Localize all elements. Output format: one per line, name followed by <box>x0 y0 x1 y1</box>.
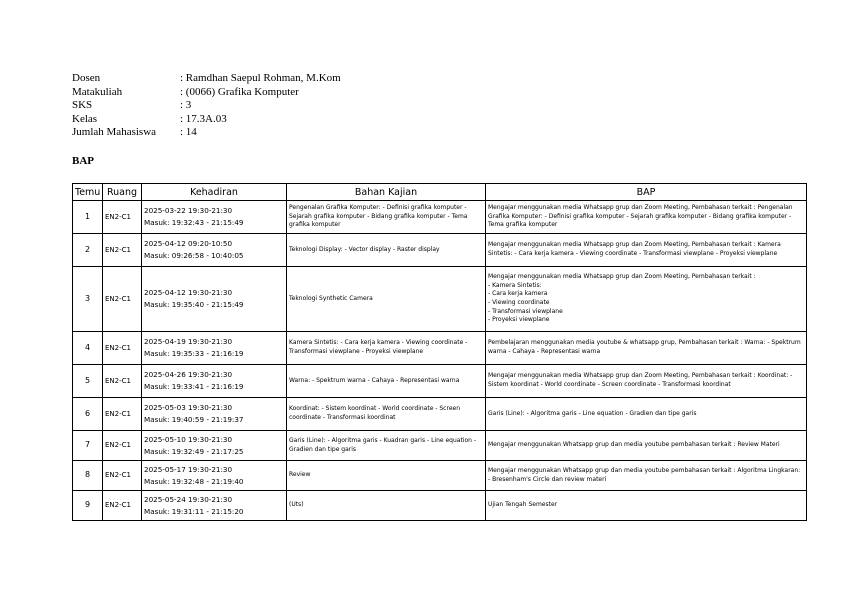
cell-temu: 8 <box>73 461 103 491</box>
schedule-time: 2025-03-22 19:30-21:30 <box>144 206 233 215</box>
cell-kehadiran <box>142 431 287 461</box>
cell-bap <box>486 201 807 234</box>
table-row <box>73 234 807 267</box>
bap-table <box>72 183 807 521</box>
cell-kehadiran <box>142 491 287 521</box>
cell-kehadiran <box>142 365 287 398</box>
attendance-time: Masuk: 19:31:11 - 21:15:20 <box>144 506 244 516</box>
table-row <box>73 332 807 365</box>
info-row-matakuliah <box>72 86 341 100</box>
cell-bahan-kajian: Warna: - Spektrum warna - Cahaya - Representasi warna <box>287 365 486 398</box>
table-row <box>73 491 807 521</box>
cell-kehadiran <box>142 332 287 365</box>
attendance-time: Masuk: 19:35:40 - 21:15:49 <box>144 300 244 309</box>
info-row-dosen <box>72 72 341 86</box>
info-value: : 3 <box>180 99 192 111</box>
schedule-time: 2025-05-17 19:30-21:30 <box>144 464 233 474</box>
cell-temu: 9 <box>73 491 103 521</box>
cell-bahan-kajian: Koordinat: - Sistem koordinat - World coordinate - Screen coordinate - Transformasi koordinat <box>287 398 486 431</box>
table-row <box>73 461 807 491</box>
cell-kehadiran <box>142 267 287 332</box>
cell-bap <box>486 267 807 332</box>
cell-temu: 7 <box>73 431 103 461</box>
cell-temu: 3 <box>73 267 103 332</box>
cell-ruang: EN2-C1 <box>103 461 142 491</box>
bap-line: Pembelajaran menggunakan media youtube & whatsapp grup, Pembahasan terkait : Warna: - Spektrum warna - Cahaya - Representasi warna <box>488 339 801 355</box>
schedule-time: 2025-04-12 09:20-10:50 <box>144 239 233 248</box>
header-bap: BAP <box>486 184 807 201</box>
bap-line: Mengajar menggunakan media Whatsapp grup dan Zoom Meeting, Pembahasan terkait : Kamera Sintetis: - Cara kerja kamera - Viewing coordinate - Transformasi viewplane - Proyeksi viewplane <box>488 241 781 257</box>
schedule-time: 2025-05-03 19:30-21:30 <box>144 403 233 412</box>
header-ruang: Ruang <box>103 184 142 201</box>
cell-ruang: EN2-C1 <box>103 201 142 234</box>
attendance-time: Masuk: 19:35:33 - 21:16:19 <box>144 349 244 358</box>
schedule-time: 2025-05-10 19:30-21:30 <box>144 434 233 444</box>
bap-line: - Viewing coordinate <box>488 299 550 306</box>
bap-line: - Proyeksi viewplane <box>488 316 550 324</box>
bap-line: - Cara kerja kamera <box>488 290 548 298</box>
cell-bap <box>486 234 807 267</box>
cell-bap <box>486 431 807 461</box>
table-row <box>73 365 807 398</box>
schedule-time: 2025-04-19 19:30-21:30 <box>144 337 233 346</box>
info-label: Kelas <box>72 112 98 125</box>
table-row <box>73 267 807 332</box>
cell-ruang: EN2-C1 <box>103 332 142 365</box>
bap-line: Mengajar menggunakan media Whatsapp grup dan Zoom Meeting, Pembahasan terkait : Pengenalan Grafika Komputer: - Definisi grafika komputer - Sejarah grafika komputer - Bidang grafika komputer - Tema grafika komputer <box>488 204 793 229</box>
info-label: Jumlah Mahasiswa <box>72 126 157 138</box>
cell-kehadiran <box>142 201 287 234</box>
bap-line: Garis (Line): - Algoritma garis - Line equation - Gradien dan tipe garis <box>488 409 697 417</box>
cell-kehadiran <box>142 398 287 431</box>
attendance-time: Masuk: 19:32:48 - 21:19:40 <box>144 476 244 486</box>
cell-ruang: EN2-C1 <box>103 398 142 431</box>
cell-temu: 5 <box>73 365 103 398</box>
info-value: : 17.3A.03 <box>180 112 227 125</box>
schedule-time: 2025-04-26 19:30-21:30 <box>144 370 233 379</box>
info-row-kelas <box>72 113 341 127</box>
cell-temu: 1 <box>73 201 103 234</box>
bap-line: Ujian Tengah Semester <box>488 501 558 509</box>
info-row-jumlah-mahasiswa <box>72 126 341 140</box>
info-label: SKS <box>72 99 93 111</box>
bap-line: - Kamera Sintetis: <box>488 281 542 289</box>
cell-bahan-kajian: Teknologi Display: - Vector display - Raster display <box>287 234 486 267</box>
table-row <box>73 431 807 461</box>
bap-line: Mengajar menggunakan Whatsapp grup dan media youtube pembahasan terkait : Algoritma Lingkaran: - Bresenham's Circle dan review materi <box>488 466 801 483</box>
info-label: Matakuliah <box>72 85 123 98</box>
cell-bahan-kajian: Kamera Sintetis: - Cara kerja kamera - Viewing coordinate - Transformasi viewplane - Proyeksi viewplane <box>287 332 486 365</box>
cell-ruang: EN2-C1 <box>103 365 142 398</box>
bap-heading: BAP <box>72 155 94 167</box>
course-info <box>72 72 341 140</box>
table-row <box>73 398 807 431</box>
cell-temu: 4 <box>73 332 103 365</box>
cell-bap <box>486 398 807 431</box>
info-value: : (0066) Grafika Komputer <box>180 85 299 98</box>
schedule-time: 2025-05-24 19:30-21:30 <box>144 494 233 504</box>
bap-line: Mengajar menggunakan media Whatsapp grup dan Zoom Meeting, Pembahasan terkait : <box>488 273 756 281</box>
attendance-time: Masuk: 09:26:58 - 10:40:05 <box>144 251 244 260</box>
cell-kehadiran <box>142 461 287 491</box>
cell-ruang: EN2-C1 <box>103 491 142 521</box>
table-header-row <box>73 184 807 201</box>
bap-line: Mengajar menggunakan Whatsapp grup dan media youtube pembahasan terkait : Review Materi <box>488 441 780 449</box>
attendance-time: Masuk: 19:33:41 - 21:16:19 <box>144 382 244 391</box>
cell-bap <box>486 491 807 521</box>
cell-bahan-kajian: Garis (Line): - Algoritma garis - Kuadran garis - Line equation - Gradien dan tipe garis <box>287 431 486 461</box>
info-value: : Ramdhan Saepul Rohman, M.Kom <box>180 72 341 84</box>
cell-bahan-kajian: Teknologi Synthetic Camera <box>287 267 486 332</box>
table-body <box>73 201 807 521</box>
cell-kehadiran <box>142 234 287 267</box>
attendance-time: Masuk: 19:32:49 - 21:17:25 <box>144 446 244 456</box>
cell-bahan-kajian: Review <box>287 461 486 491</box>
info-value: : 14 <box>180 126 197 138</box>
cell-bahan-kajian: Pengenalan Grafika Komputer: - Definisi grafika komputer - Sejarah grafika komputer - Bidang grafika komputer - Tema grafika komputer <box>287 201 486 234</box>
bap-line: - Transformasi viewplane <box>488 307 563 315</box>
header-temu: Temu <box>73 184 103 201</box>
info-row-sks <box>72 99 341 113</box>
schedule-time: 2025-04-12 19:30-21:30 <box>144 288 233 297</box>
cell-bap <box>486 332 807 365</box>
cell-bap <box>486 461 807 491</box>
attendance-time: Masuk: 19:32:43 - 21:15:49 <box>144 218 244 227</box>
header-bahan-kajian: Bahan Kajian <box>287 184 486 201</box>
table-row <box>73 201 807 234</box>
cell-ruang: EN2-C1 <box>103 234 142 267</box>
cell-bap <box>486 365 807 398</box>
cell-temu: 2 <box>73 234 103 267</box>
attendance-time: Masuk: 19:40:59 - 21:19:37 <box>144 415 244 424</box>
cell-bahan-kajian: (Uts) <box>287 491 486 521</box>
bap-line: Mengajar menggunakan media Whatsapp grup dan Zoom Meeting, Pembahasan terkait : Koordinat: - Sistem koordinat - World coordinate - Screen coordinate - Transformasi koordinat <box>488 372 793 388</box>
header-kehadiran: Kehadiran <box>142 184 287 201</box>
info-label: Dosen <box>72 72 101 84</box>
cell-ruang: EN2-C1 <box>103 267 142 332</box>
cell-ruang: EN2-C1 <box>103 431 142 461</box>
cell-temu: 6 <box>73 398 103 431</box>
